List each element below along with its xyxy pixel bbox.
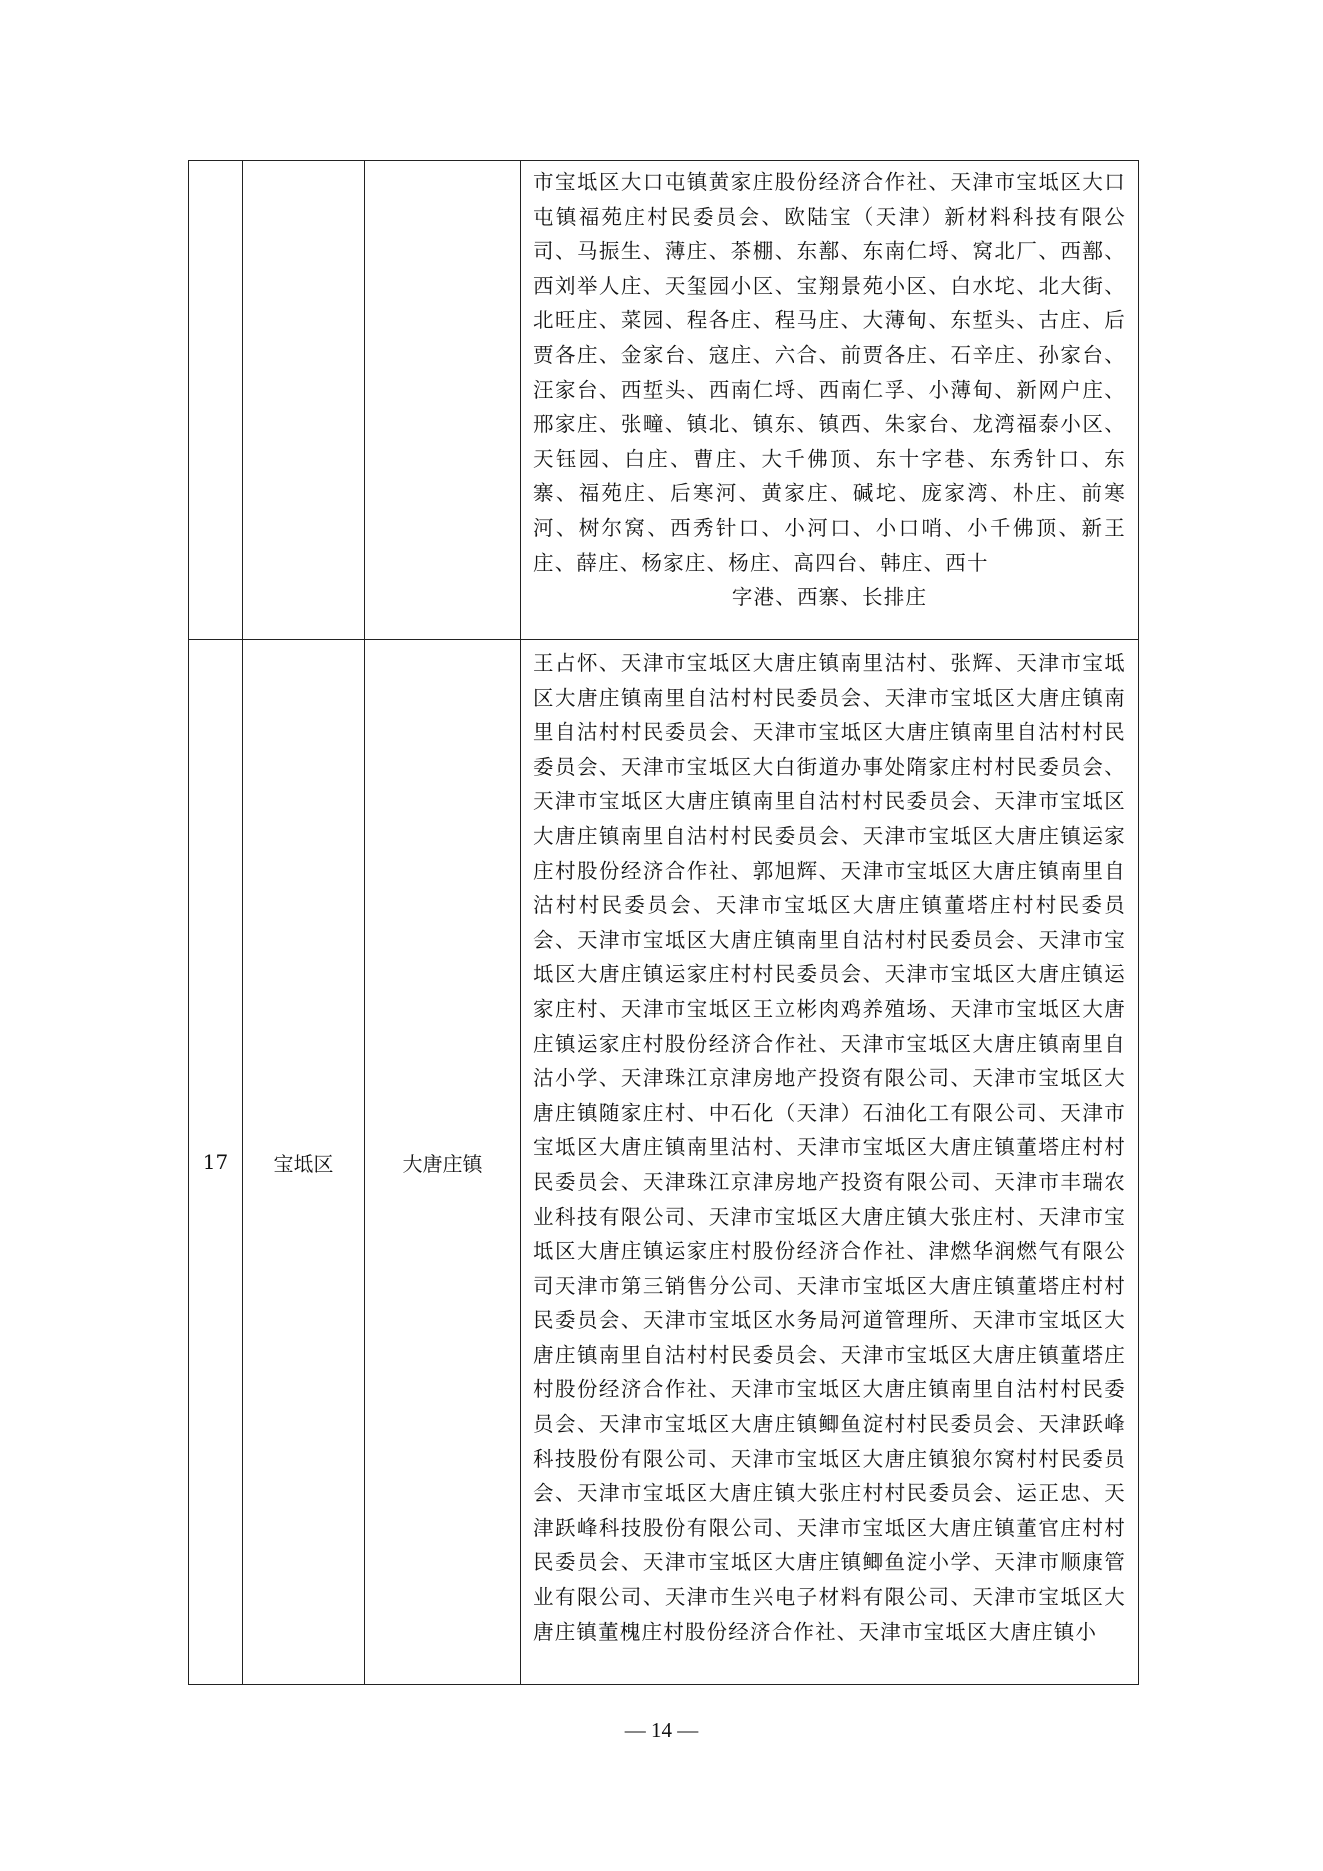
district-cell: [243, 161, 365, 640]
town-cell: [365, 161, 521, 640]
entities-text-tail: 字港、西寨、长排庄: [731, 585, 928, 610]
entities-text: 王占怀、天津市宝坻区大唐庄镇南里沽村、张辉、天津市宝坻区大唐庄镇南里自沽村村民委员会、天津市宝坻区大唐庄镇南里自沽村村民委员会、天津市宝坻区大唐庄镇南里自沽村村民委员会、天津市宝坻区大白街道办事处隋家庄村村民委员会、天津市宝坻区大唐庄镇南里自沽村村民委员会、天津市宝坻区大唐庄镇南里自沽村村民委员会、天津市宝坻区大唐庄镇运家庄村股份经济合作社、郭旭辉、天津市宝坻区大唐庄镇南里自沽村村民委员会、天津市宝坻区大唐庄镇董塔庄村村民委员会、天津市宝坻区大唐庄镇南里自沽村村民委员会、天津市宝坻区大唐庄镇运家庄村村民委员会、天津市宝坻区大唐庄镇运家庄村、天津市宝坻区王立彬肉鸡养殖场、天津市宝坻区大唐庄镇运家庄村股份经济合作社、天津市宝坻区大唐庄镇南里自沽小学、天津珠江京津房地产投资有限公司、天津市宝坻区大唐庄镇随家庄村、中石化（天津）石油化工有限公司、天津市宝坻区大唐庄镇南里沽村、天津市宝坻区大唐庄镇董塔庄村村民委员会、天津珠江京津房地产投资有限公司、天津市丰瑞农业科技有限公司、天津市宝坻区大唐庄镇大张庄村、天津市宝坻区大唐庄镇运家庄村股份经济合作社、津燃华润燃气有限公司天津市第三销售分公司、天津市宝坻区大唐庄镇董塔庄村村民委员会、天津市宝坻区水务局河道管理所、天津市宝坻区大唐庄镇南里自沽村村民委员会、天津市宝坻区大唐庄镇董塔庄村股份经济合作社、天津市宝坻区大唐庄镇南里自沽村村民委员会、天津市宝坻区大唐庄镇鲫鱼淀村村民委员会、天津跃峰科技股份有限公司、天津市宝坻区大唐庄镇狼尔窝村村民委员会、天津市宝坻区大唐庄镇大张庄村村民委员会、运正忠、天津跃峰科技股份有限公司、天津市宝坻区大唐庄镇董官庄村村民委员会、天津市宝坻区大唐庄镇鲫鱼淀小学、天津市顺康管业有限公司、天津市生兴电子材料有限公司、天津市宝坻区大唐庄镇董槐庄村股份经济合作社、天津市宝坻区大唐庄镇小: [533, 651, 1126, 1644]
district-cell: 宝坻区: [243, 640, 365, 1685]
town-cell: 大唐庄镇: [365, 640, 521, 1685]
data-table: [188, 160, 1139, 1685]
number-cell: 17: [189, 640, 243, 1685]
entities-text: 市宝坻区大口屯镇黄家庄股份经济合作社、天津市宝坻区大口屯镇福苑庄村民委员会、欧陆宝（天津）新材料科技有限公司、马振生、薄庄、茶棚、东鄯、东南仁埒、窝北厂、西鄯、西刘举人庄、天玺园小区、宝翔景苑小区、白水坨、北大街、北旺庄、菜园、程各庄、程马庄、大薄甸、东埑头、古庄、后贾各庄、金家台、寇庄、六合、前贾各庄、石辛庄、孙家台、汪家台、西埑头、西南仁埒、西南仁孚、小薄甸、新网户庄、邢家庄、张疃、镇北、镇东、镇西、朱家台、龙湾福泰小区、天钰园、白庄、曹庄、大千佛顶、东十字巷、东秀针口、东寨、福苑庄、后寒河、黄家庄、碱坨、庞家湾、朴庄、前寒河、树尔窝、西秀针口、小河口、小口哨、小千佛顶、新王庄、薛庄、杨家庄、杨庄、高四台、韩庄、西十: [533, 170, 1126, 575]
page-number: — 14 —: [624, 1718, 699, 1742]
table-row: [189, 161, 1139, 640]
number-cell: [189, 161, 243, 640]
table-row: [189, 640, 1139, 1685]
entities-cell: [521, 640, 1139, 1685]
entities-cell: [521, 161, 1139, 640]
